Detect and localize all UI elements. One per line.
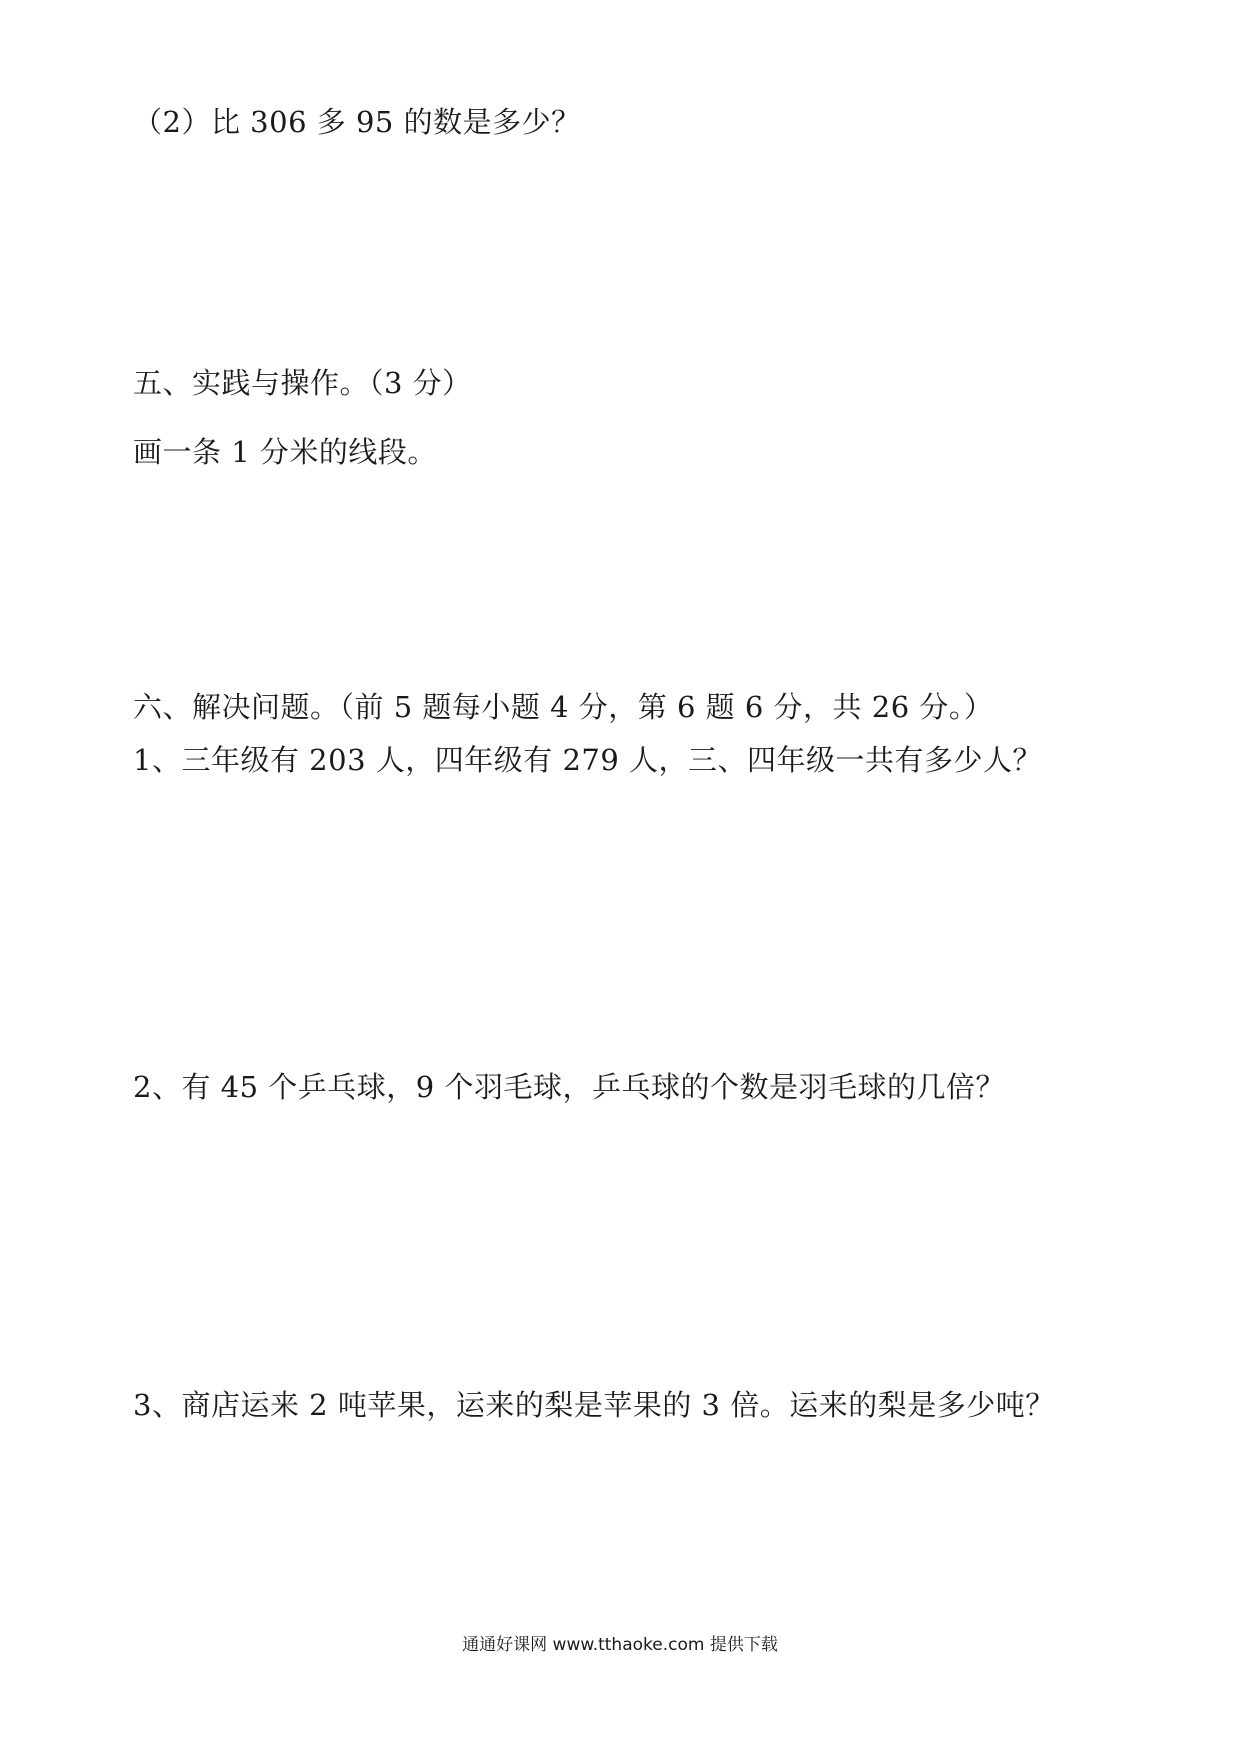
problem-2: 2、有 45 个乒乓球，9 个羽毛球，乒乓球的个数是羽毛球的几倍？: [133, 1070, 1005, 1104]
page-footer: 通通好课网 www.tthaoke.com 提供下载: [462, 1635, 778, 1655]
problem-1: 1、三年级有 203 人，四年级有 279 人，三、四年级一共有多少人？: [133, 743, 1043, 777]
section-6-heading: 六、解决问题。（前 5 题每小题 4 分，第 6 题 6 分，共 26 分。）: [133, 690, 994, 724]
section-5-heading: 五、实践与操作。（3 分）: [133, 366, 472, 400]
question-compare-306: （2）比 306 多 95 的数是多少？: [133, 105, 581, 139]
problem-3: 3、商店运来 2 吨苹果，运来的梨是苹果的 3 倍。运来的梨是多少吨？: [133, 1388, 1055, 1422]
section-5-task: 画一条 1 分米的线段。: [133, 435, 437, 469]
